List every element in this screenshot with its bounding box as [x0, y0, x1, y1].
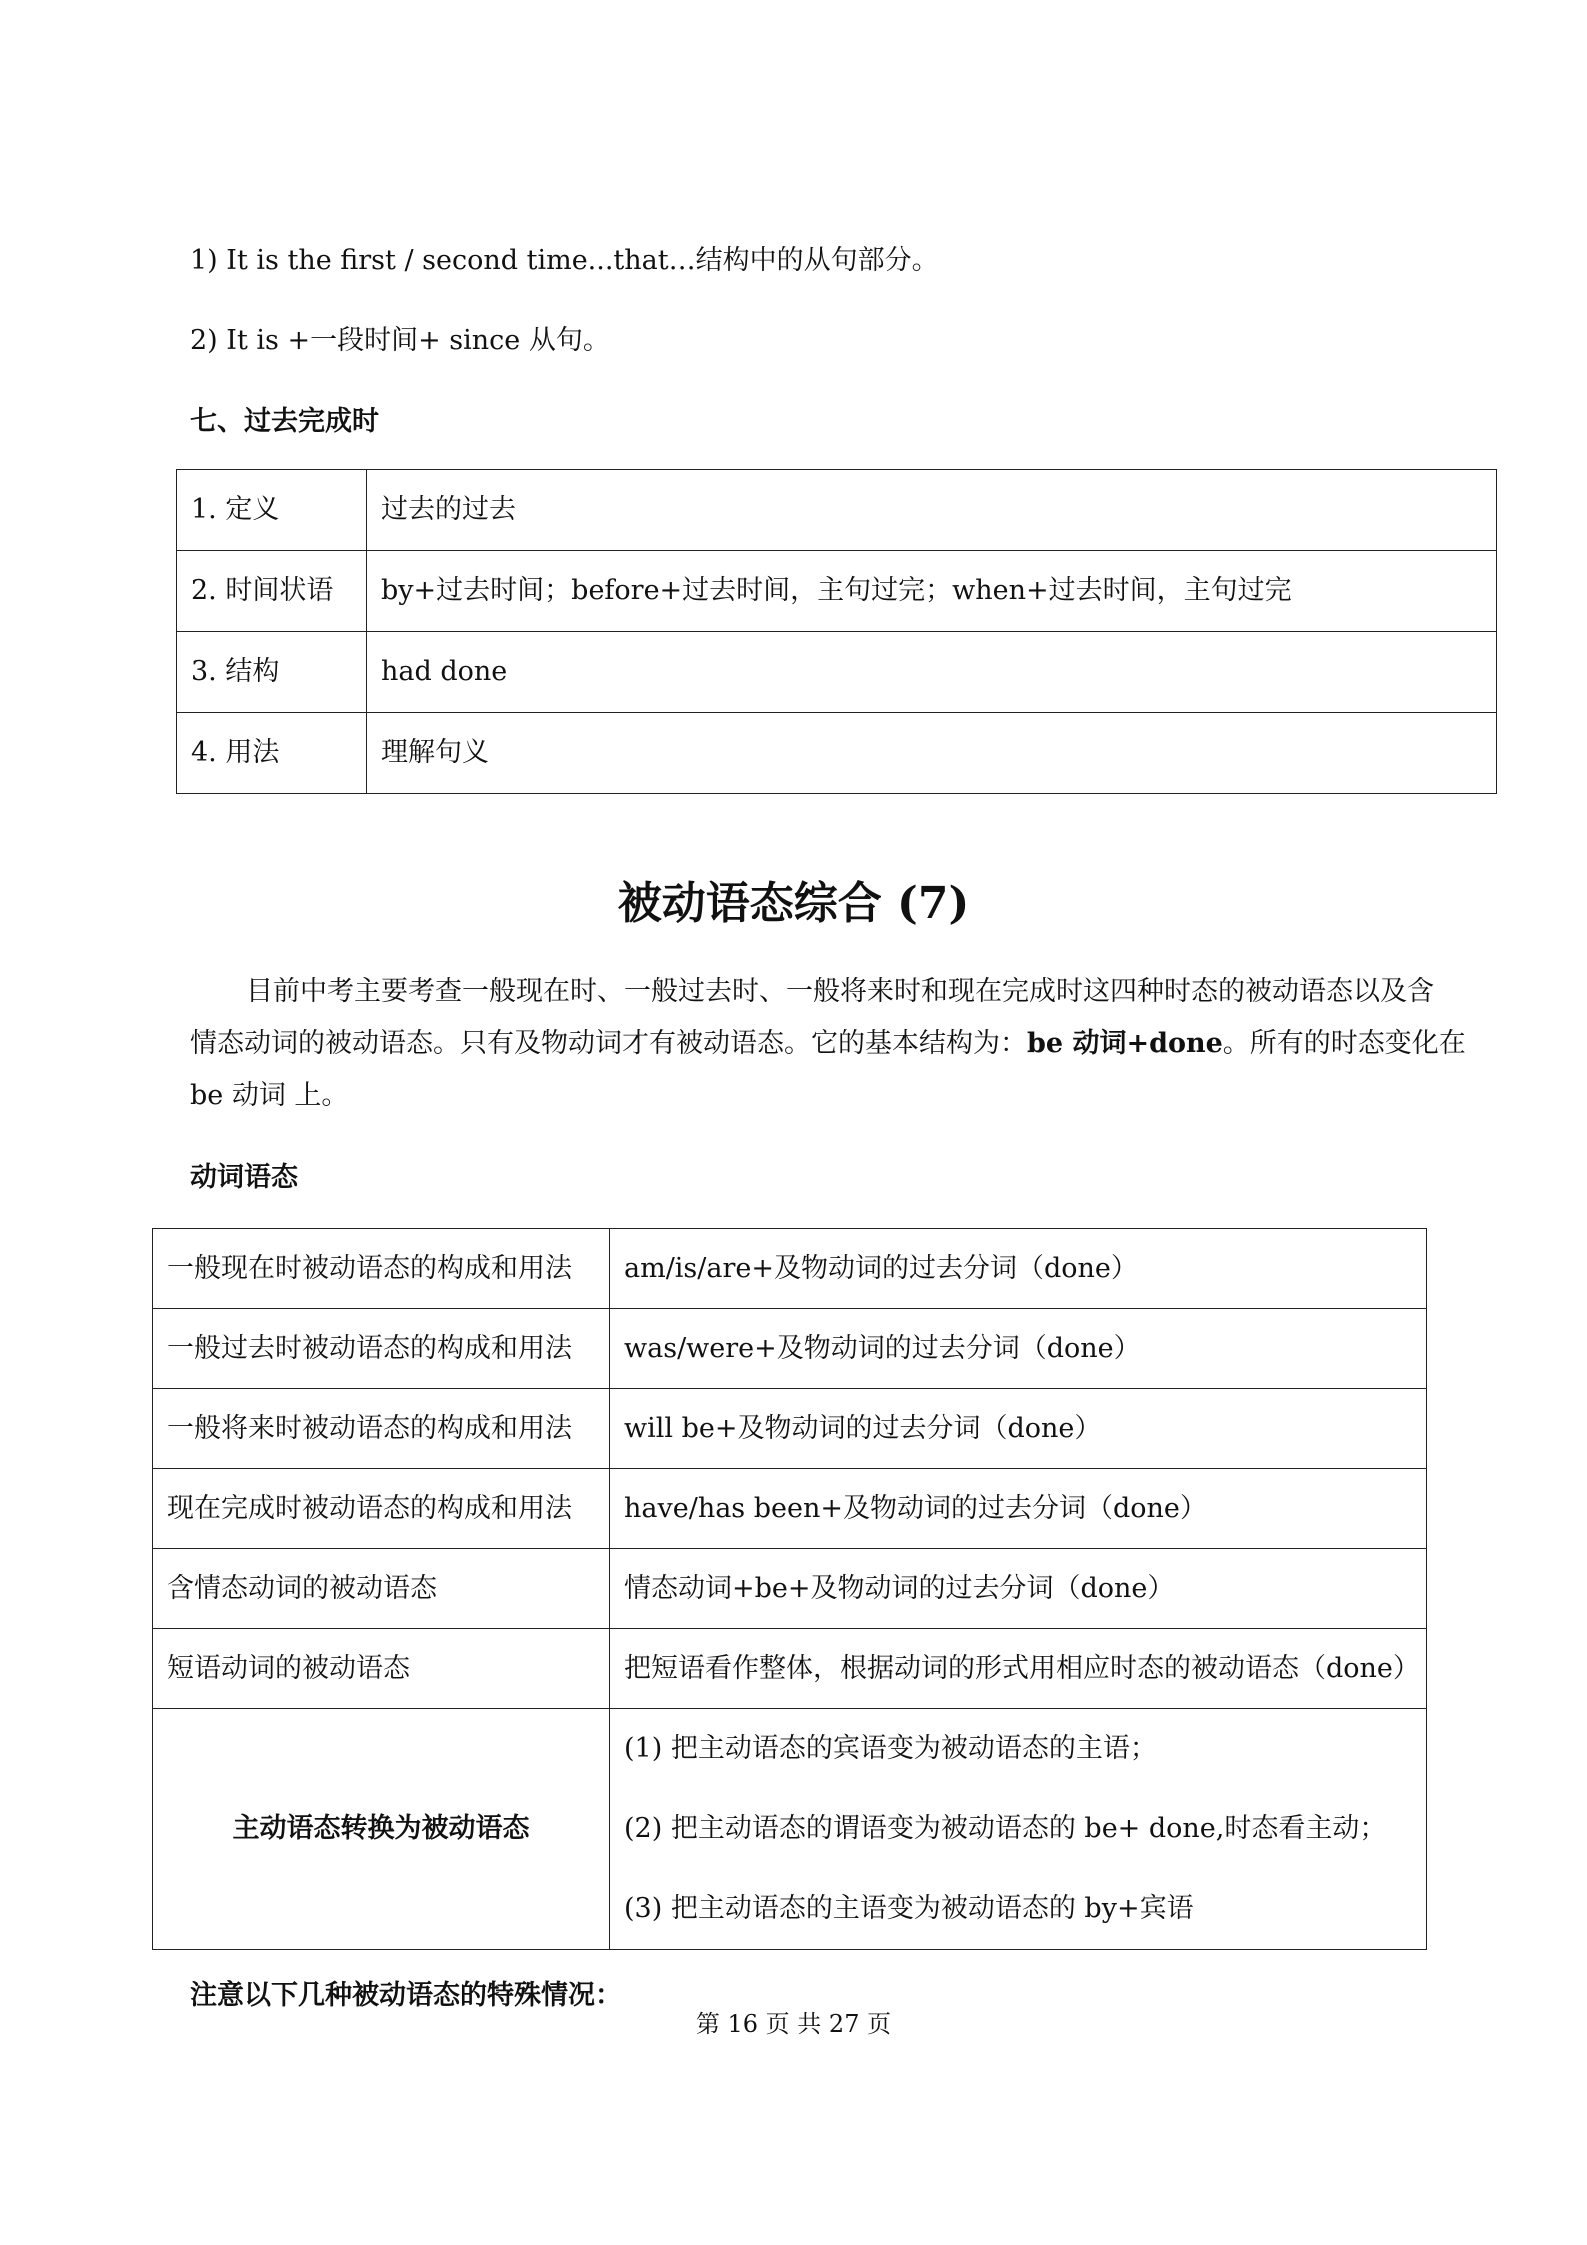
row-value: 理解句义 [367, 713, 1497, 794]
table-row [177, 632, 1497, 713]
row-value: had done [367, 632, 1497, 713]
page-footer: 第 16 页 共 27 页 [695, 2010, 892, 2038]
row-label: 一般现在时被动语态的构成和用法 [153, 1229, 610, 1309]
row-value: 把短语看作整体，根据动词的形式用相应时态的被动语态（done） [610, 1629, 1427, 1709]
passive-voice-table [152, 1228, 1427, 1950]
table-row [153, 1469, 1427, 1549]
table-row [153, 1389, 1427, 1469]
row-label: 1. 定义 [177, 470, 367, 551]
row-value: 过去的过去 [367, 470, 1497, 551]
table-row [153, 1309, 1427, 1389]
table-row [177, 551, 1497, 632]
verb-voice-subheading: 动词语态 [190, 1162, 298, 1193]
table-row [153, 1629, 1427, 1709]
conversion-step: (1) 把主动语态的宾语变为被动语态的主语； [624, 1733, 1157, 1764]
table-row [153, 1229, 1427, 1309]
row-label: 短语动词的被动语态 [153, 1629, 610, 1709]
table-row [153, 1549, 1427, 1629]
passive-voice-title [0, 876, 1587, 932]
intro-line-1: 1) It is the first / second time...that…结构中的从句部分。 [190, 245, 939, 276]
passive-intro-line-1: 目前中考主要考查一般现在时、一般过去时、一般将来时和现在完成时这四种时态的被动语态以及含 [246, 976, 1434, 1007]
conversion-label: 主动语态转换为被动语态 [153, 1709, 610, 1950]
passive-intro-line-2 [190, 1018, 1490, 1070]
row-value: am/is/are+及物动词的过去分词（done） [610, 1229, 1427, 1309]
row-value: by+过去时间；before+过去时间，主句过完；when+过去时间，主句过完 [367, 551, 1497, 632]
row-label: 2. 时间状语 [177, 551, 367, 632]
special-cases-note: 注意以下几种被动语态的特殊情况： [190, 1980, 622, 2011]
passive-voice-title-text: 被动语态综合 [617, 878, 882, 929]
row-label: 3. 结构 [177, 632, 367, 713]
row-value: have/has been+及物动词的过去分词（done） [610, 1469, 1427, 1549]
row-label: 4. 用法 [177, 713, 367, 794]
passive-intro-line-3: be 动词 上。 [190, 1080, 349, 1111]
table-row [177, 470, 1497, 551]
conversion-row [153, 1709, 1427, 1950]
row-value: was/were+及物动词的过去分词（done） [610, 1309, 1427, 1389]
row-value: 情态动词+be+及物动词的过去分词（done） [610, 1549, 1427, 1629]
row-label: 一般将来时被动语态的构成和用法 [153, 1389, 610, 1469]
row-label: 含情态动词的被动语态 [153, 1549, 610, 1629]
row-value: will be+及物动词的过去分词（done） [610, 1389, 1427, 1469]
passive-structure-formula: be 动词+done [1027, 1028, 1223, 1059]
row-label: 现在完成时被动语态的构成和用法 [153, 1469, 610, 1549]
passive-voice-title-number: (7) [897, 878, 970, 929]
conversion-steps [610, 1709, 1427, 1950]
table-row [177, 713, 1497, 794]
intro-line-2: 2) It is +一段时间+ since 从句。 [190, 325, 610, 356]
conversion-step: (3) 把主动语态的主语变为被动语态的 by+宾语 [624, 1893, 1194, 1924]
section-seven-title: 七、过去完成时 [190, 406, 379, 437]
passive-intro-text-end: 。所有的时态变化在 [1222, 1028, 1466, 1059]
past-perfect-table [176, 469, 1497, 794]
passive-intro-text: 情态动词的被动语态。只有及物动词才有被动语态。它的基本结构为： [190, 1028, 1027, 1059]
conversion-step: (2) 把主动语态的谓语变为被动语态的 be+ done,时态看主动； [624, 1813, 1387, 1844]
row-label: 一般过去时被动语态的构成和用法 [153, 1309, 610, 1389]
